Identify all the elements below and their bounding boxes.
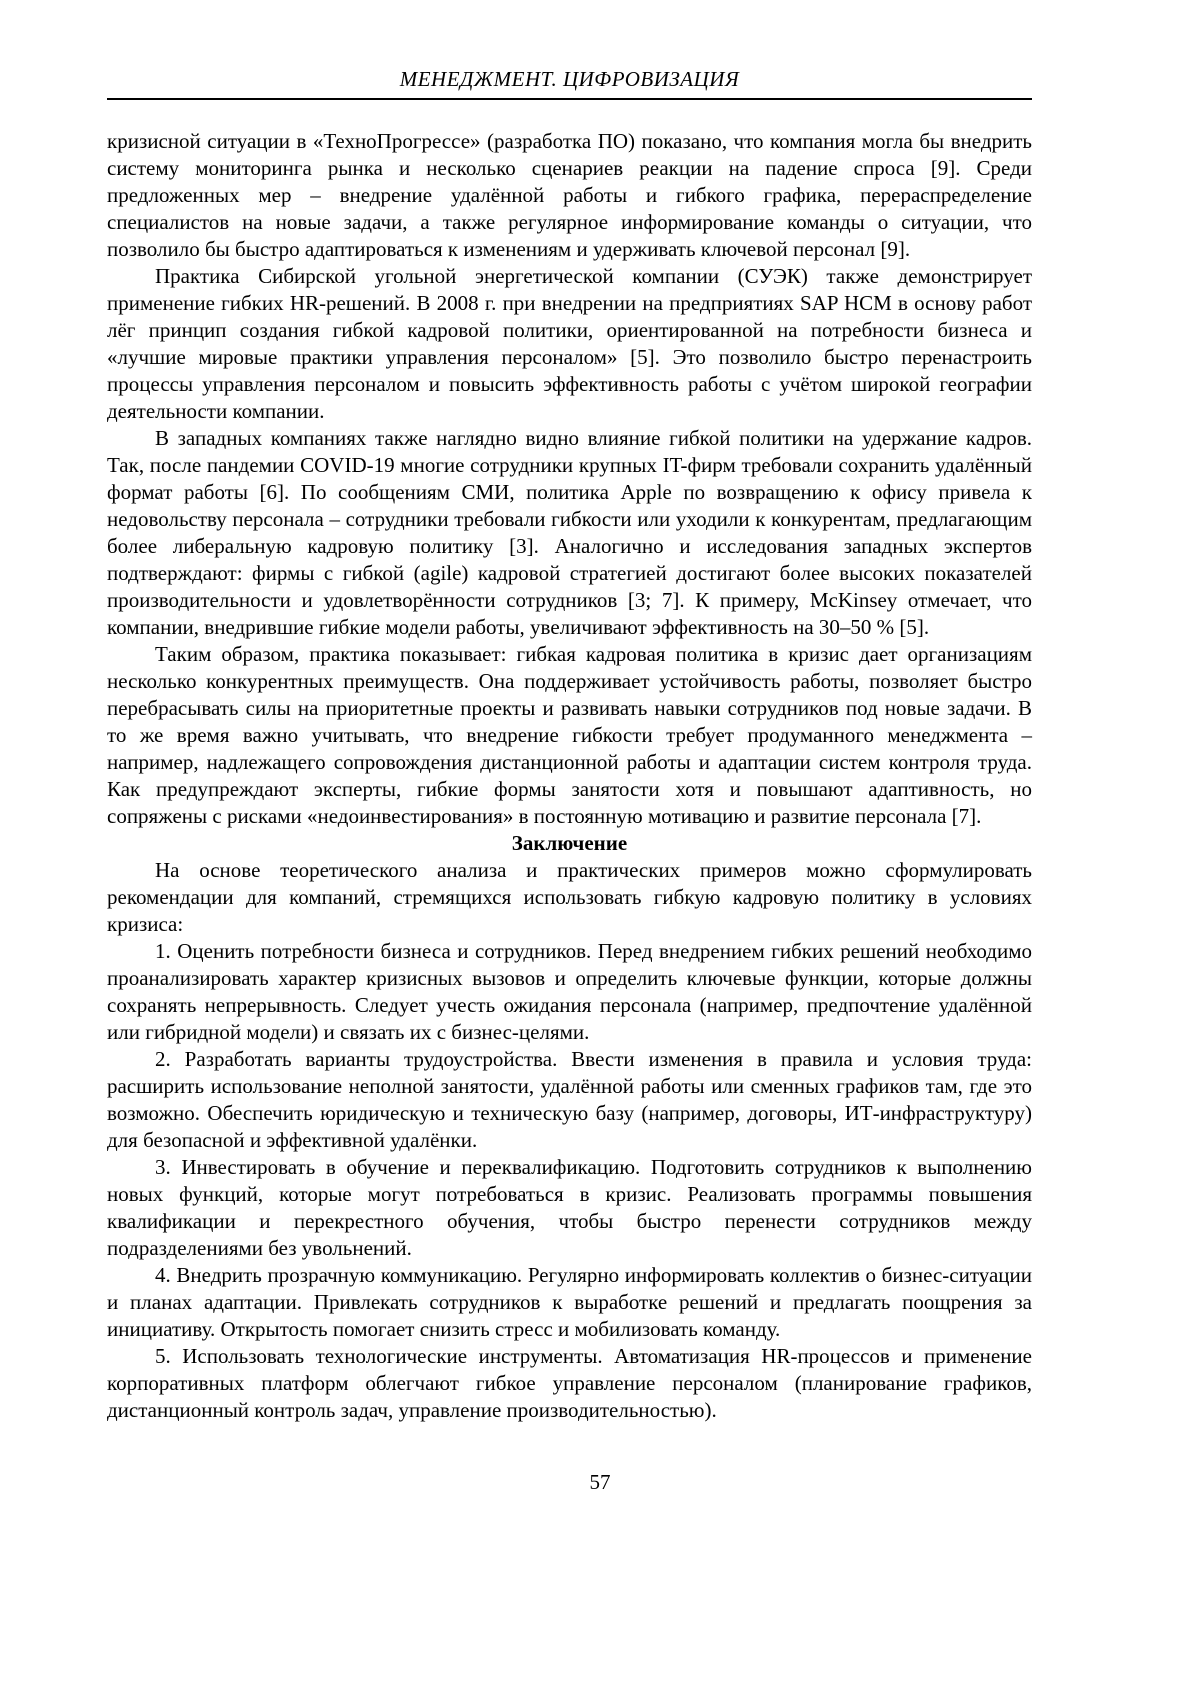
paragraph-recommendation-3: 3. Инвестировать в обучение и переквалификацию. Подготовить сотрудников к выполнению новых функций, которые могут потребоваться в кризис. Реализовать программы повышения квалификации и перекрестного обучения, чтобы быстро перенести сотрудников между подразделениями без увольнений.: [107, 1155, 1032, 1260]
paragraph-recommendation-5: 5. Использовать технологические инструменты. Автоматизация HR-процессов и применение корпоративных платформ облегчают гибкое управление персоналом (планирование графиков, дистанционный контроль задач, управление производительностью).: [107, 1344, 1032, 1422]
paragraph: Таким образом, практика показывает: гибкая кадровая политика в кризис дает организациям несколько конкурентных преимуществ. Она поддерживает устойчивость работы, позволяет быстро перебрасывать силы на приоритетные проекты и развивать навыки сотрудников под новые задачи. В то же время важно учитывать, что внедрение гибкости требует продуманного менеджмента – например, надлежащего сопровождения дистанционной работы и адаптации систем контроля труда. Как предупреждают эксперты, гибкие формы занятости хотя и повышают адаптивность, но сопряжены с рисками «недоинвестирования» в постоянную мотивацию и развитие персонала [7].: [107, 642, 1032, 828]
paragraph: В западных компаниях также наглядно видно влияние гибкой политики на удержание кадров. Так, после пандемии COVID-19 многие сотрудники крупных IT-фирм требовали сохранить удалённый формат работы [6]. По сообщениям СМИ, политика Apple по возвращению к офису привела к недовольству персонала – сотрудники требовали гибкости или уходили к конкурентам, предлагающим более либеральную кадровую политику [3]. Аналогично и исследования западных экспертов подтверждают: фирмы с гибкой (agile) кадровой стратегией достигают более высоких показателей производительности и удовлетворённости сотрудников [3; 7]. К примеру, McKinsey отмечает, что компании, внедрившие гибкие модели работы, увеличивают эффективность на 30–50 % [5].: [107, 426, 1032, 639]
paragraph-recommendation-2: 2. Разработать варианты трудоустройства. Ввести изменения в правила и условия труда: расширить использование неполной занятости, удалённой работы или сменных графиков там, где это возможно. Обеспечить юридическую и техническую базу (например, договоры, ИТ-инфраструктуру) для безопасной и эффективной удалёнки.: [107, 1047, 1032, 1152]
section-heading-conclusion: Заключение: [511, 831, 628, 855]
paragraph-recommendation-4: 4. Внедрить прозрачную коммуникацию. Регулярно информировать коллектив о бизнес-ситуации и планах адаптации. Привлекать сотрудников к выработке решений и предлагать поощрения за инициативу. Открытость помогает снизить стресс и мобилизовать команду.: [107, 1263, 1032, 1341]
running-header: МЕНЕДЖМЕНТ. ЦИФРОВИЗАЦИЯ: [399, 67, 740, 91]
paragraph: На основе теоретического анализа и практических примеров можно сформулировать рекомендации для компаний, стремящихся использовать гибкую кадровую политику в условиях кризиса:: [107, 858, 1032, 936]
paragraph: Практика Сибирской угольной энергетической компании (СУЭК) также демонстрирует применение гибких HR-решений. В 2008 г. при внедрении на предприятиях SAP HCM в основу работ лёг принцип создания гибкой кадровой политики, ориентированной на потребности бизнеса и «лучшие мировые практики управления персоналом» [5]. Это позволило быстро перенастроить процессы управления персоналом и повысить эффективность работы с учётом широкой географии деятельности компании.: [107, 264, 1032, 423]
text-column: [107, 66, 1032, 1424]
article-body: [107, 128, 1032, 1424]
header-rule-divider: [107, 98, 1032, 100]
page-number: 57: [589, 1470, 611, 1494]
paragraph-recommendation-1: 1. Оценить потребности бизнеса и сотрудников. Перед внедрением гибких решений необходимо проанализировать характер кризисных вызовов и определить ключевые функции, которые должны сохранять непрерывность. Следует учесть ожидания персонала (например, предпочтение удалённой или гибридной модели) и связать их с бизнес-целями.: [107, 939, 1032, 1044]
paragraph-continuation: кризисной ситуации в «ТехноПрогрессе» (разработка ПО) показано, что компания могла бы внедрить систему мониторинга рынка и несколько сценариев реакции на падение спроса [9]. Среди предложенных мер – внедрение удалённой работы и гибкого графика, перераспределение специалистов на новые задачи, а также регулярное информирование команды о ситуации, что позволило бы быстро адаптироваться к изменениям и удерживать ключевой персонал [9].: [107, 129, 1032, 261]
